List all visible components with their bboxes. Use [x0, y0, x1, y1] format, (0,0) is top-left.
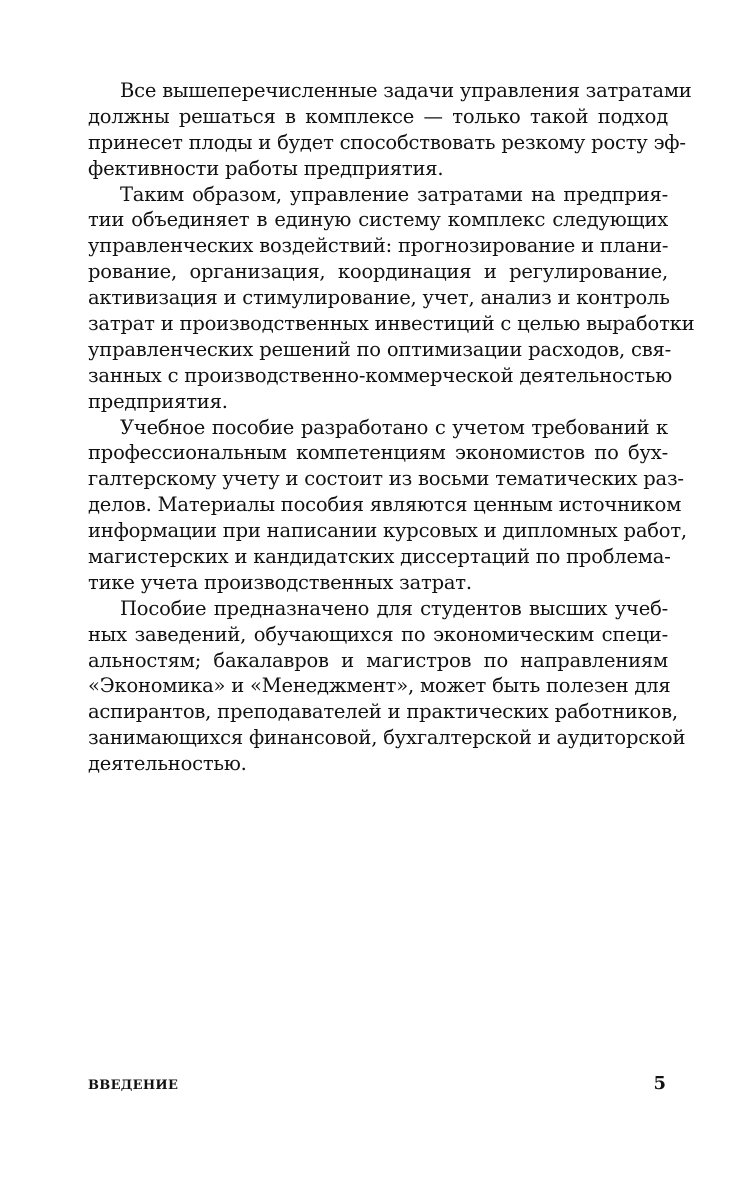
text-line: альностям; бакалавров и магистров по направлениям	[88, 648, 668, 672]
text-line: деятельностью.	[88, 752, 247, 776]
text-line: ных заведений, обучающихся по экономическим специ-	[88, 622, 668, 646]
text-line: управленческих решений по оптимизации расходов, свя-	[88, 337, 671, 361]
text-line: управленческих воздействий: прогнозирование и плани-	[88, 234, 669, 258]
text-line: Все вышеперечисленные задачи управления затратами	[120, 79, 692, 102]
text-line: затрат и производственных инвестиций с целью выработки	[88, 312, 695, 336]
text-line: занимающихся финансовой, бухгалтерской и аудиторской	[88, 726, 686, 750]
text-line: Пособие предназначено для студентов высших учеб-	[120, 596, 668, 620]
text-line: тии объединяет в единую систему комплекс следующих	[88, 208, 668, 232]
text-line: принесет плоды и будет способствовать резкому росту эф-	[88, 130, 686, 154]
text-line: активизация и стимулирование, учет, анализ и контроль	[88, 286, 670, 310]
paragraph-1	[88, 78, 692, 182]
text-line: занных с производственно-коммерческой деятельностью	[88, 363, 672, 387]
text-line: Таким образом, управление затратами на предприя-	[120, 182, 668, 206]
text-line: делов. Материалы пособия являются ценным источником	[88, 493, 682, 517]
paragraph-2	[88, 182, 695, 415]
page-number: 5	[653, 1073, 666, 1094]
text-line: информации при написании курсовых и дипломных работ,	[88, 519, 687, 543]
text-line: должны решаться в комплексе — только такой подход	[88, 104, 668, 128]
text-line: Учебное пособие разработано с учетом требований к	[120, 415, 668, 439]
text-line: профессиональным компетенциям экономистов по бух-	[88, 441, 668, 465]
page-body	[88, 78, 695, 777]
paragraph-3	[88, 415, 687, 596]
text-line: фективности работы предприятия.	[88, 156, 444, 180]
running-head: ВВЕДЕНИЕ	[88, 1078, 179, 1093]
text-line: «Экономика» и «Менеджмент», может быть полезен для	[88, 674, 671, 698]
text-line: тике учета производственных затрат.	[88, 570, 472, 594]
text-line: предприятия.	[88, 389, 228, 413]
text-line: галтерскому учету и состоит из восьми тематических раз-	[88, 467, 684, 491]
text-line: рование, организация, координация и регулирование,	[88, 260, 668, 284]
text-line: аспирантов, преподавателей и практических работников,	[88, 700, 678, 724]
text-line: магистерских и кандидатских диссертаций по проблема-	[88, 545, 671, 569]
paragraph-4	[88, 596, 686, 777]
